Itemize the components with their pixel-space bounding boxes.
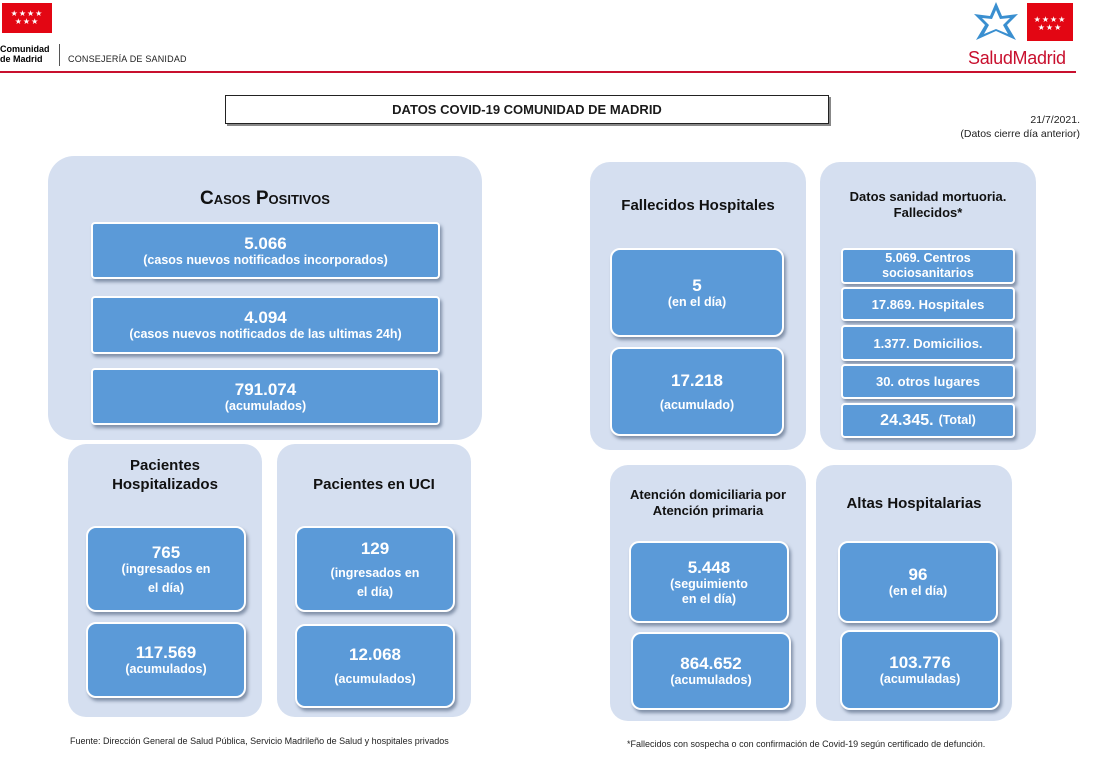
header-rule	[0, 71, 1076, 73]
fallecidos-acumulado-tile	[610, 347, 784, 436]
fallecidos-title	[590, 197, 806, 214]
fuente-note: Fuente: Dirección General de Salud Pública, Servicio Madrileño de Salud y hospitales privados	[70, 736, 449, 746]
tile-label-line1: (ingresados en	[121, 561, 211, 576]
fallecidos-dia-tile	[610, 248, 784, 337]
tile-label: (acumulado)	[659, 397, 735, 412]
tile-value: 117.569	[135, 643, 197, 662]
tile-label: (acumulados)	[334, 672, 416, 686]
comunidad-madrid-logo-text	[0, 44, 50, 64]
tile-value: 765	[151, 542, 181, 562]
tile-value: 5	[692, 275, 702, 295]
tile-value: 864.652	[680, 654, 742, 673]
salud-madrid-flag-logo	[1027, 3, 1073, 41]
mortuoria-title-line1: Datos sanidad mortuoria.	[849, 189, 1007, 204]
tile-value: 5.066	[244, 233, 287, 253]
logo-text-line2: de Madrid	[0, 54, 43, 64]
uci-panel	[277, 444, 471, 717]
tile-label: (en el día)	[667, 294, 727, 309]
tile-value: 17.218	[671, 370, 723, 390]
tile-label-line1: (seguimiento	[670, 576, 748, 591]
salud-madrid-star-icon	[966, 0, 1026, 44]
uci-acumulados-tile	[295, 624, 455, 708]
tile-value: 96	[908, 565, 928, 584]
hospitalizados-title-line1: Pacientes	[129, 457, 201, 474]
item-line1: 5.069. Centros	[885, 251, 971, 265]
mortuoria-title-line2: Fallecidos*	[893, 205, 963, 220]
item-line1: 1.377. Domicilios.	[873, 335, 983, 351]
tile-label: (acumulados)	[224, 398, 307, 413]
casos-nuevos-incorporados-tile	[91, 222, 440, 279]
tile-label: (acumulados)	[125, 662, 207, 676]
comunidad-madrid-flag-logo	[2, 3, 52, 33]
consejeria-label: CONSEJERÍA DE SANIDAD	[68, 54, 187, 64]
mortuoria-sociosanitarios-item	[841, 248, 1015, 284]
fallecidos-panel	[590, 162, 806, 450]
altas-title-text: Altas Hospitalarias	[846, 495, 982, 512]
mortuoria-otros-lugares-item	[841, 364, 1015, 399]
hospitalizados-title	[68, 456, 262, 494]
report-date	[930, 113, 1080, 141]
mortuoria-title	[820, 189, 1036, 221]
tile-value: 4.094	[244, 308, 287, 327]
hospitalizados-panel	[68, 444, 262, 717]
tile-label: (casos nuevos notificados incorporados)	[143, 252, 388, 267]
item-line1: 17.869. Hospitales	[871, 296, 985, 312]
item-line2: sociosanitarios	[882, 266, 974, 280]
total-suffix: (Total)	[938, 413, 976, 427]
tile-label: (en el día)	[888, 584, 948, 598]
tile-value: 791.074	[234, 379, 297, 399]
logo-divider	[59, 44, 60, 66]
casos-nuevos-24h-tile	[91, 296, 440, 354]
uci-title	[277, 476, 471, 493]
tile-label: (acumulados)	[670, 673, 752, 687]
page-title: DATOS COVID-19 COMUNIDAD DE MADRID	[225, 95, 829, 124]
domiciliaria-panel	[610, 465, 806, 721]
uci-title-text: Pacientes en UCI	[313, 476, 435, 493]
domiciliaria-title-line2: Atención primaria	[652, 503, 764, 518]
tile-label-line2: el día)	[356, 584, 394, 599]
item-line1: 30. otros lugares	[875, 374, 981, 389]
mortuoria-hospitales-item	[841, 287, 1015, 321]
tile-label-line1: (ingresados en	[330, 565, 420, 580]
logo-text-line1: Comunidad	[0, 44, 50, 54]
date-line2: (Datos cierre día anterior)	[960, 128, 1080, 140]
tile-value: 5.448	[687, 557, 731, 577]
domiciliaria-title	[610, 487, 806, 519]
altas-panel	[816, 465, 1012, 721]
mortuoria-domicilios-item	[841, 325, 1015, 361]
altas-title	[816, 495, 1012, 512]
altas-dia-tile	[838, 541, 998, 623]
date-line1: 21/7/2021.	[1030, 114, 1080, 126]
tile-label: (acumuladas)	[879, 672, 961, 686]
uci-dia-tile	[295, 526, 455, 612]
flag-stars-icon: ★★★★ ★★★	[1033, 15, 1067, 32]
altas-acumuladas-tile	[840, 630, 1000, 710]
mortuoria-total-item	[841, 403, 1015, 438]
domiciliaria-dia-tile	[629, 541, 789, 623]
tile-label: (casos nuevos notificados de las ultimas 24h)	[129, 327, 402, 341]
tile-label-line2: en el día)	[681, 591, 737, 606]
tile-label-line2: el día)	[147, 580, 185, 595]
casos-positivos-title-text: Casos Positivos	[200, 188, 330, 209]
total-value: 24.345.	[880, 412, 934, 429]
salud-madrid-logo-text: SaludMadrid	[968, 48, 1066, 68]
casos-positivos-title	[48, 188, 482, 210]
mortuoria-panel	[820, 162, 1036, 450]
fallecidos-footnote: *Fallecidos con sospecha o con confirmación de Covid-19 según certificado de defunción.	[627, 739, 986, 749]
hospitalizados-acumulados-tile	[86, 622, 246, 698]
tile-value: 12.068	[349, 645, 401, 664]
fallecidos-title-text: Fallecidos Hospitales	[621, 197, 775, 214]
hospitalizados-title-line2: Hospitalizados	[112, 476, 218, 493]
flag-stars-icon: ★★★★ ★★★	[10, 9, 44, 26]
domiciliaria-title-line1: Atención domiciliaria por	[629, 487, 787, 502]
casos-positivos-panel	[48, 156, 482, 440]
casos-acumulados-tile	[91, 368, 440, 425]
domiciliaria-acumulados-tile	[631, 632, 791, 710]
tile-value: 129	[360, 538, 390, 558]
tile-value: 103.776	[889, 653, 951, 672]
hospitalizados-dia-tile	[86, 526, 246, 612]
